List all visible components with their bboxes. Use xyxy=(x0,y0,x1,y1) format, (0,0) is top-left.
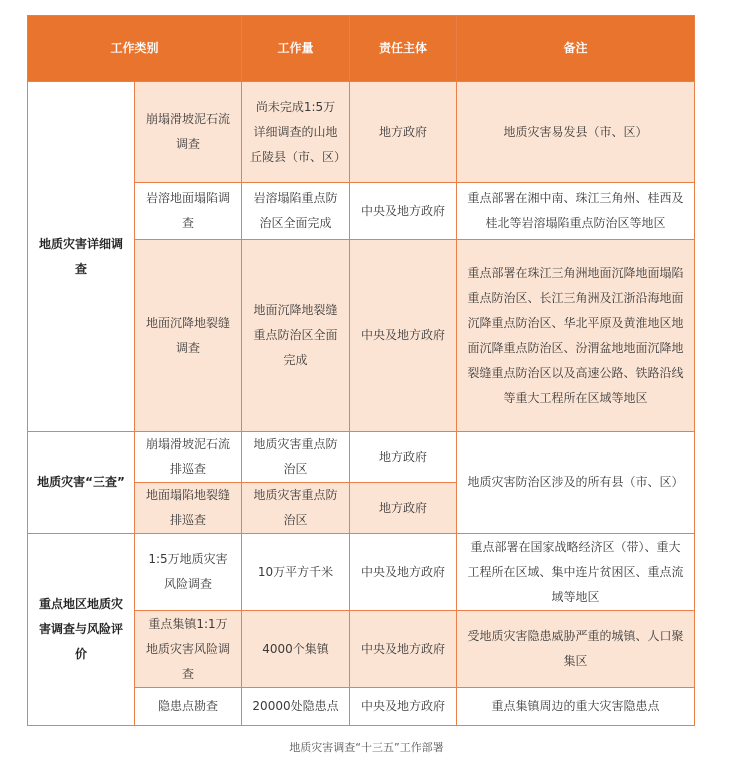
amount-cell: 岩溶塌陷重点防治区全面完成 xyxy=(242,183,350,240)
remarks-cell: 重点部署在国家战略经济区（带）、重大工程所在区域、集中连片贫困区、重点流域等地区 xyxy=(457,534,695,611)
responsible-cell: 中央及地方政府 xyxy=(350,688,457,726)
category-cell: 地质灾害详细调查 xyxy=(28,82,135,432)
work-type-cell: 岩溶地面塌陷调查 xyxy=(135,183,242,240)
remarks-cell: 地质灾害防治区涉及的所有县（市、区） xyxy=(457,432,695,534)
work-type-cell: 地面塌陷地裂缝排巡查 xyxy=(135,483,242,534)
amount-cell: 20000处隐患点 xyxy=(242,688,350,726)
remarks-cell: 受地质灾害隐患威胁严重的城镇、人口聚集区 xyxy=(457,611,695,688)
amount-cell: 地质灾害重点防治区 xyxy=(242,432,350,483)
responsible-cell: 地方政府 xyxy=(350,432,457,483)
amount-cell: 尚未完成1:5万详细调查的山地丘陵县（市、区） xyxy=(242,82,350,183)
header-row xyxy=(28,16,695,82)
responsible-cell: 地方政府 xyxy=(350,82,457,183)
responsible-cell: 中央及地方政府 xyxy=(350,183,457,240)
table-caption: 地质灾害调查“十三五”工作部署 xyxy=(289,741,444,754)
header-remarks: 备注 xyxy=(457,16,695,82)
responsible-cell: 中央及地方政府 xyxy=(350,240,457,432)
work-type-cell: 1:5万地质灾害风险调查 xyxy=(135,534,242,611)
header-workload: 工作量 xyxy=(242,16,350,82)
table-row xyxy=(28,432,695,483)
work-type-cell: 崩塌滑坡泥石流排巡查 xyxy=(135,432,242,483)
work-type-cell: 崩塌滑坡泥石流调查 xyxy=(135,82,242,183)
amount-cell: 地面沉降地裂缝重点防治区全面完成 xyxy=(242,240,350,432)
category-cell: 地质灾害“三查” xyxy=(28,432,135,534)
header-responsible: 责任主体 xyxy=(350,16,457,82)
category-cell: 重点地区地质灾害调查与风险评价 xyxy=(28,534,135,726)
table-row xyxy=(28,534,695,611)
work-type-cell: 隐患点勘查 xyxy=(135,688,242,726)
responsible-cell: 地方政府 xyxy=(350,483,457,534)
work-type-cell: 地面沉降地裂缝调查 xyxy=(135,240,242,432)
work-plan-table xyxy=(27,15,695,726)
responsible-cell: 中央及地方政府 xyxy=(350,534,457,611)
work-type-cell: 重点集镇1:1万地质灾害风险调查 xyxy=(135,611,242,688)
amount-cell: 10万平方千米 xyxy=(242,534,350,611)
table-row xyxy=(28,82,695,183)
remarks-cell: 地质灾害易发县（市、区） xyxy=(457,82,695,183)
amount-cell: 地质灾害重点防治区 xyxy=(242,483,350,534)
responsible-cell: 中央及地方政府 xyxy=(350,611,457,688)
remarks-cell: 重点集镇周边的重大灾害隐患点 xyxy=(457,688,695,726)
remarks-cell: 重点部署在珠江三角洲地面沉降地面塌陷重点防治区、长江三角洲及江浙沿海地面沉降重点防治区、华北平原及黄淮地区地面沉降重点防治区、汾渭盆地地面沉降地裂缝重点防治区以及高速公路、铁路沿线等重大工程所在区域等地区 xyxy=(457,240,695,432)
header-work-category: 工作类别 xyxy=(28,16,242,82)
amount-cell: 4000个集镇 xyxy=(242,611,350,688)
remarks-cell: 重点部署在湘中南、珠江三角州、桂西及桂北等岩溶塌陷重点防治区等地区 xyxy=(457,183,695,240)
